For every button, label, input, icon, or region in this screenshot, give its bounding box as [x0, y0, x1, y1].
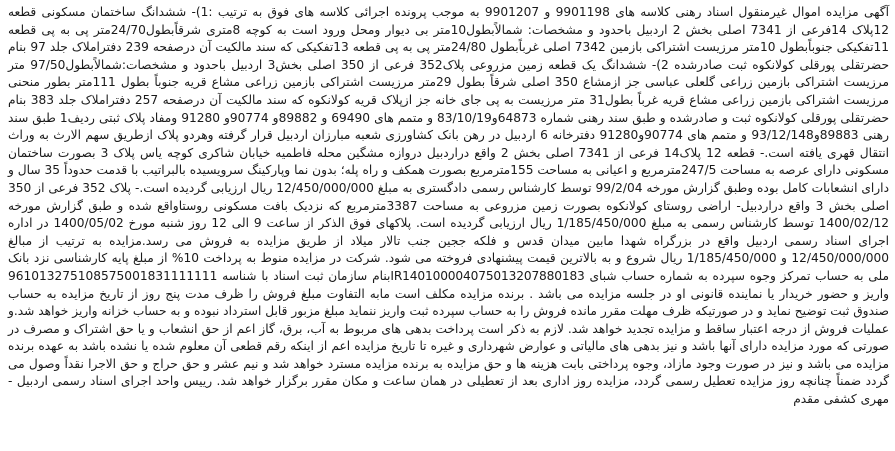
auction-notice-text: آگهی مزایده اموال غیرمنقول اسناد رهنی کلاسه های 9901198 و 9901207 به موجب پرونده اجرائی کلاسه های فوق به ترتیب :1)- ششدانگ ساختمان مسکونی قطعه 12پلاک 14فرعی از 7341 اصلی بخش 2 اردبیل باحدود و مشخصات: شمالاًبطول10متر بی دیوار ومحل ورود است به کوچه 8متری شرقاًبطول24/70متر پی به پی قطعه 11تفکیکی جنوباًبطول 10متر مرزیست اشتراکی بازمین 7342 اصلی غرباًبطول 24/80متر پی به پی قطعه 13تفکیکی که سند مالکیت آن درصفحه 239 دفتراملاک جلد 97 بنام حضرتقلی پورقلی کولانکوه ثبت صادرشده 2)- ششدانگ یک قطعه زمین مزروعی پلاک352 فرعی از 350 اصلی بخش3 اردبیل باحدود و مشخصات:شمالاًبطول97/50 متر مرزیست اشتراکی بازمین زراعی گلعلی عباسی جز ازمشاع 350 اصلی شرقاً بطول 29متر مرزیست اشتراکی بازمین زراعی مشاع قریه جنوباً بطول 111متر بطور منحنی مرزیست اشتراکی بازمین زراعی مشاع قریه غرباً بطول31 متر مرزیست به پی جای خانه جز ازپلاک قریه کولانکوه که سند مالکیت آن درصفحه 257 دفتراملاک جلد 383 بنام حضرتقلی پورقلی کولانکوه ثبت و صادرشده و طبق سند رهنی شماره 64873و83/10/19 و متمم های 69490 و 89882و 90774و 91280 ومفاد پلاک ثبتی ردیف1 طبق سند رهنی 89883و93/12/148 و متمم های 90774و91280 دفترخانه 6 اردبیل در رهن بانک کشاورزی شعبه مبارزان اردبیل قرار گرفته وهردو پلاک ازطریق سهم الارث به وراث انتقال قهری یافته است.- قطعه 12 پلاک14 فرعی از 7341 اصلی بخش 2 واقع دراردبیل دروازه مشگین محله فاطمیه خیابان شاکری کوچه یاس پلاک 3 بصورت ساختمان مسکونی دارای عرصه به مساحت 247/5مترمربع و اعیانی به مساحت 155مترمربع بصورت همکف و راه پله؛ بدون نما وپارکینگ سرویسیده بالبراتیب با قدمت حدوداً 35 سال و دارای انشعابات کامل بوده وطبق گزارش مورخه 99/2/04 توسط کارشناس رسمی دادگستری به مبلغ 12/450/000/000 ریال ارزیابی گردیده است.- پلاک 352 فرعی از 350 اصلی بخش 3 واقع دراردبیل- اراضی روستای کولانکوه بصورت زمین مزروعی به مساحت 3387مترمربع که نزدیک بافت مسکونی روستاواقع شده و طبق گزارش مورخه 1400/02/12 توسط کارشناس رسمی به مبلغ 1/185/450/000 ریال ارزیابی گردیده است. پلاکهای فوق الذکر از ساعت 9 الی 12 روز شنبه مورخ 1400/05/02 در اداره اجرای اسناد رسمی اردبیل واقع در بزرگراه شهدا مابین میدان قدس و فلکه ججین جنب تالار میلاد از طریق مزایده به فروش می رسد.مزایده به ترتیب از مبالغ 12/450/000/000 و 1/185/450/000 ریال شروع و به بالاترین قیمت پیشنهادی فروخته می شود. شرکت در مزایده منوط به پرداخت 10% از مبلغ پایه کارشناسی نزد بانک ملی به حساب تمرکز وجوه سپرده به شماره حساب شبای IR140100004075013207880183بنام سازمان ثبت اسناد با شناسه 961013275108575001831111111 واریز و حضور خریدار یا نماینده قانونی او در جلسه مزایده می باشد . برنده مزایده مکلف است مابه التفاوت مبلغ فروش را ظرف مدت پنج روز از تاریخ مزایده به حساب صندوق ثبت توضیح نماید و در صورتیکه ظرف مهلت مقرر مانده فروش را به حساب سپرده ثبت واریز ننماید مبلغ مزبور قابل استرداد نبوده و به حساب خزانه واریز خواهد شد.و عملیات فروش از درجه اعتبار ساقط و مزایده تجدید خواهد شد. لازم به ذکر است پرداخت بدهی های مربوط به آب، برق، گاز اعم از حق انشعاب و یا حق اشتراک و مصرف در صورتی که مورد مزایده دارای آنها باشد و نیز بدهی های مالیاتی و عوارض شهرداری و غیره تا تاریخ مزایده اعم از اینکه رقم قطعی آن معلوم شده یا نشده باشد به عهده برنده مزایده می باشد و نیز در صورت وجود مازاد، وجوه پرداختی بابت هزینه ها و حق مزایده به برنده مزایده مسترد خواهد شد و نیم عشر و حق حراج و حق الاجرا نقداً وصول می گردد ضمناً چنانچه روز مزایده تعطیل رسمی گردد، مزایده روز اداری بعد از تعطیلی در همان ساعت و مکان مقرر برگزار خواهد شد. رییس واحد اجرای اسناد رسمی اردبیل - مهری کشفی مقدم	[8, 5, 890, 407]
